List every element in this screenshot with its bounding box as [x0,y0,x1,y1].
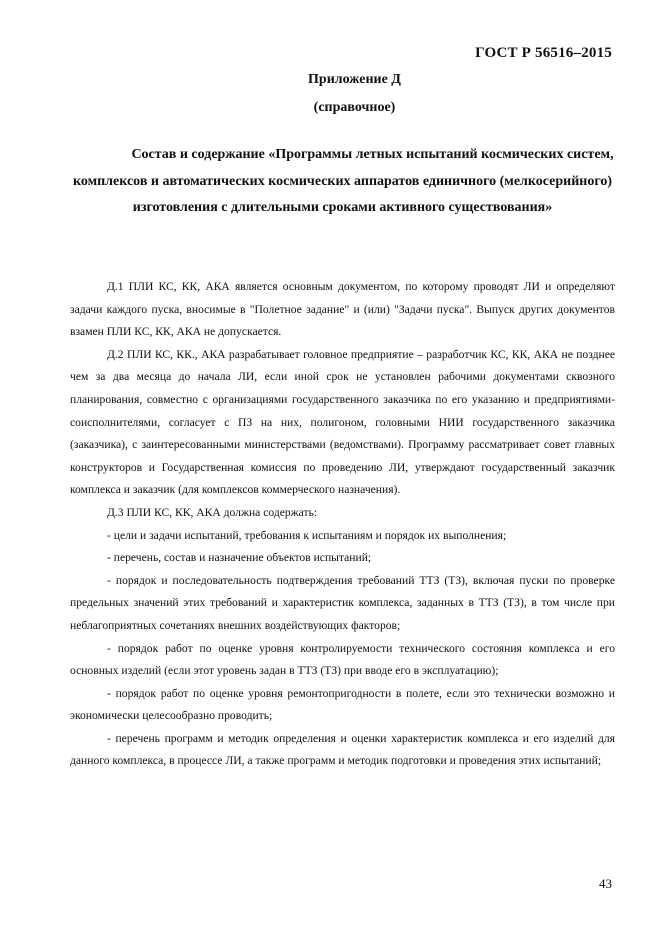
list-item: - порядок и последовательность подтверждения требований ТТЗ (ТЗ), включая пуски по проверке предельных значений этих требований и характеристик комплекса, заданных в ТТЗ (ТЗ), в том числе при неблагоприятных сочетаниях внешних воздействующих факторов; [70,573,615,632]
appendix-type: (справочное) [313,100,396,115]
list-item: - цели и задачи испытаний, требования к испытаниям и порядок их выполнения; [107,528,507,542]
appendix-heading [0,66,661,122]
list-item: - порядок работ по оценке уровня ремонтопригодности в полете, если это технически возможно и экономически целесообразно проводить; [70,686,615,723]
section-title-text: Состав и содержание «Программы летных испытаний космических систем, комплексов и автоматических космических аппаратов единичного (мелкосерийного) изготовления с длительными сроками активного существования» [72,147,614,215]
appendix-label: Приложение Д [308,72,401,87]
paragraph: Д.3 ПЛИ КС, КК, АКА должна содержать: [107,505,318,519]
list-item: - перечень программ и методик определения и оценки характеристик комплекса и его изделий для данного комплекса, в процессе ЛИ, а также программ и методик подготовки и проведения этих испытаний; [70,731,615,768]
paragraph: Д.2 ПЛИ КС, КК., АКА разрабатывает головное предприятие – разработчик КС, КК, АКА не позднее чем за два месяца до начала ЛИ, если иной срок не установлен рабочими документами сквозного планирования, совместно с организациями государственного заказчика по его указанию и предприятиями-соисполнителями, согласует с ПЗ на них, полигоном, головными НИИ государственного заказчика (заказчика), с заинтересованными министерствами (ведомствами). Программу рассматривает совет главных конструкторов и Государственная комиссия по проведению ЛИ, утверждают государственный заказчик комплекса и заказчик (для комплексов коммерческого назначения). [70,347,615,497]
standard-code: ГОСТ Р 56516–2015 [475,45,612,61]
page-number: 43 [599,876,612,891]
list-item: - порядок работ по оценке уровня контролируемости технического состояния комплекса и его основных изделий (если этот уровень задан в ТТЗ (ТЗ) при вводе его в эксплуатацию); [70,641,615,678]
list-item: - перечень, состав и назначение объектов испытаний; [107,551,372,565]
body-text [70,276,615,773]
paragraph: Д.1 ПЛИ КС, КК, АКА является основным документом, по которому проводят ЛИ и определяют задачи каждого пуска, вносимые в "Полетное задание" и (или) "Задачи пуска". Выпуск других документов взамен ПЛИ КС, КК, АКА не допускается. [70,280,615,339]
section-title [70,142,615,222]
